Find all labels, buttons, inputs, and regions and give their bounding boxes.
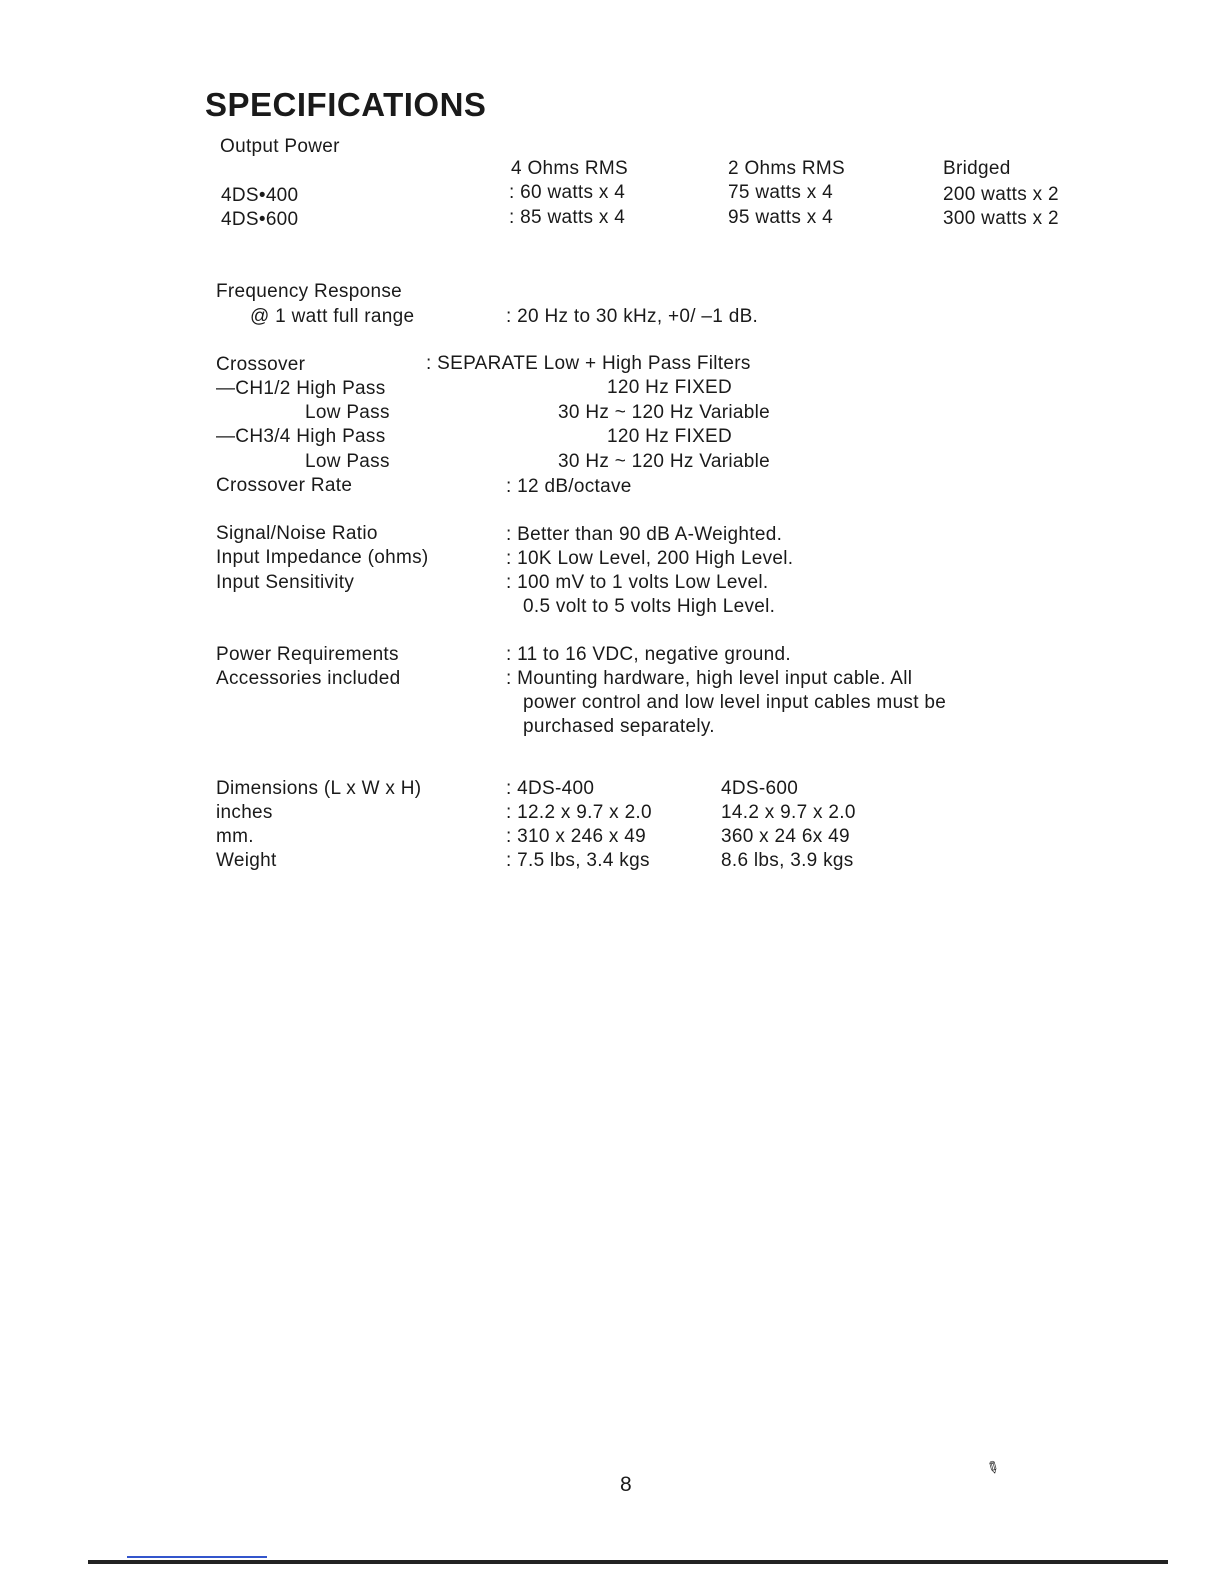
- model-4ds600: 4DS•600: [221, 209, 299, 230]
- weight-label: Weight: [216, 850, 277, 871]
- mm-4ds400: : 310 x 246 x 49: [506, 826, 647, 847]
- power-4ds600-2ohm: 95 watts x 4: [728, 207, 833, 228]
- output-power-label: Output Power: [220, 136, 340, 157]
- power-req-label: Power Requirements: [216, 644, 399, 665]
- mm-4ds600: 360 x 24 6x 49: [721, 826, 850, 847]
- power-req-value: : 11 to 16 VDC, negative ground.: [506, 644, 791, 665]
- ch12-low-label: Low Pass: [305, 402, 390, 423]
- header-bridged: Bridged: [943, 158, 1011, 179]
- inches-4ds600: 14.2 x 9.7 x 2.0: [721, 802, 856, 823]
- sensitivity-label: Input Sensitivity: [216, 572, 355, 593]
- scan-mark-icon: ✎: [982, 1457, 1003, 1480]
- page-number: 8: [620, 1473, 632, 1496]
- snr-value: : Better than 90 dB A-Weighted.: [506, 524, 783, 545]
- ch34-low-value: 30 Hz ~ 120 Hz Variable: [558, 451, 770, 472]
- crossover-label: Crossover: [216, 354, 306, 375]
- scan-edge-bar: [88, 1560, 1168, 1564]
- inches-4ds400: : 12.2 x 9.7 x 2.0: [506, 802, 652, 823]
- ch34-low-label: Low Pass: [305, 451, 390, 472]
- mm-label: mm.: [216, 826, 254, 847]
- ch12-low-value: 30 Hz ~ 120 Hz Variable: [558, 402, 770, 423]
- accessories-label: Accessories included: [216, 668, 401, 689]
- crossover-rate-value: : 12 dB/octave: [506, 476, 632, 497]
- inches-label: inches: [216, 802, 273, 823]
- frequency-sublabel: @ 1 watt full range: [250, 306, 415, 327]
- crossover-rate-label: Crossover Rate: [216, 475, 353, 496]
- weight-4ds600: 8.6 lbs, 3.9 kgs: [721, 850, 854, 871]
- sensitivity-value-2: 0.5 volt to 5 volts High Level.: [523, 596, 776, 617]
- accessories-value-2: power control and low level input cables must be: [523, 692, 947, 713]
- power-4ds600-bridged: 300 watts x 2: [943, 208, 1059, 229]
- weight-4ds400: : 7.5 lbs, 3.4 kgs: [506, 850, 650, 871]
- snr-label: Signal/Noise Ratio: [216, 523, 378, 544]
- crossover-value: : SEPARATE Low + High Pass Filters: [426, 353, 751, 374]
- scan-edge-highlight: [127, 1556, 267, 1558]
- power-4ds400-4ohm: : 60 watts x 4: [509, 182, 626, 203]
- frequency-label: Frequency Response: [216, 281, 403, 302]
- ch12-high-value: 120 Hz FIXED: [607, 377, 733, 398]
- dimensions-col2-header: 4DS-600: [721, 778, 799, 799]
- accessories-value-1: : Mounting hardware, high level input cable. All: [506, 668, 913, 689]
- power-4ds400-2ohm: 75 watts x 4: [728, 182, 833, 203]
- header-2-ohms: 2 Ohms RMS: [728, 158, 846, 179]
- ch34-high-value: 120 Hz FIXED: [607, 426, 733, 447]
- page-title: SPECIFICATIONS: [205, 86, 487, 123]
- accessories-value-3: purchased separately.: [523, 716, 715, 737]
- impedance-label: Input Impedance (ohms): [216, 547, 429, 568]
- sensitivity-value-1: : 100 mV to 1 volts Low Level.: [506, 572, 769, 593]
- ch12-high-label: —CH1/2 High Pass: [216, 378, 386, 399]
- ch34-high-label: —CH3/4 High Pass: [216, 426, 386, 447]
- frequency-value: : 20 Hz to 30 kHz, +0/ –1 dB.: [506, 306, 759, 327]
- dimensions-label: Dimensions (L x W x H): [216, 778, 422, 799]
- impedance-value: : 10K Low Level, 200 High Level.: [506, 548, 794, 569]
- model-4ds400: 4DS•400: [221, 185, 299, 206]
- power-4ds400-bridged: 200 watts x 2: [943, 184, 1059, 205]
- power-4ds600-4ohm: : 85 watts x 4: [509, 207, 626, 228]
- header-4-ohms: 4 Ohms RMS: [511, 158, 629, 179]
- dimensions-col1-header: : 4DS-400: [506, 778, 595, 799]
